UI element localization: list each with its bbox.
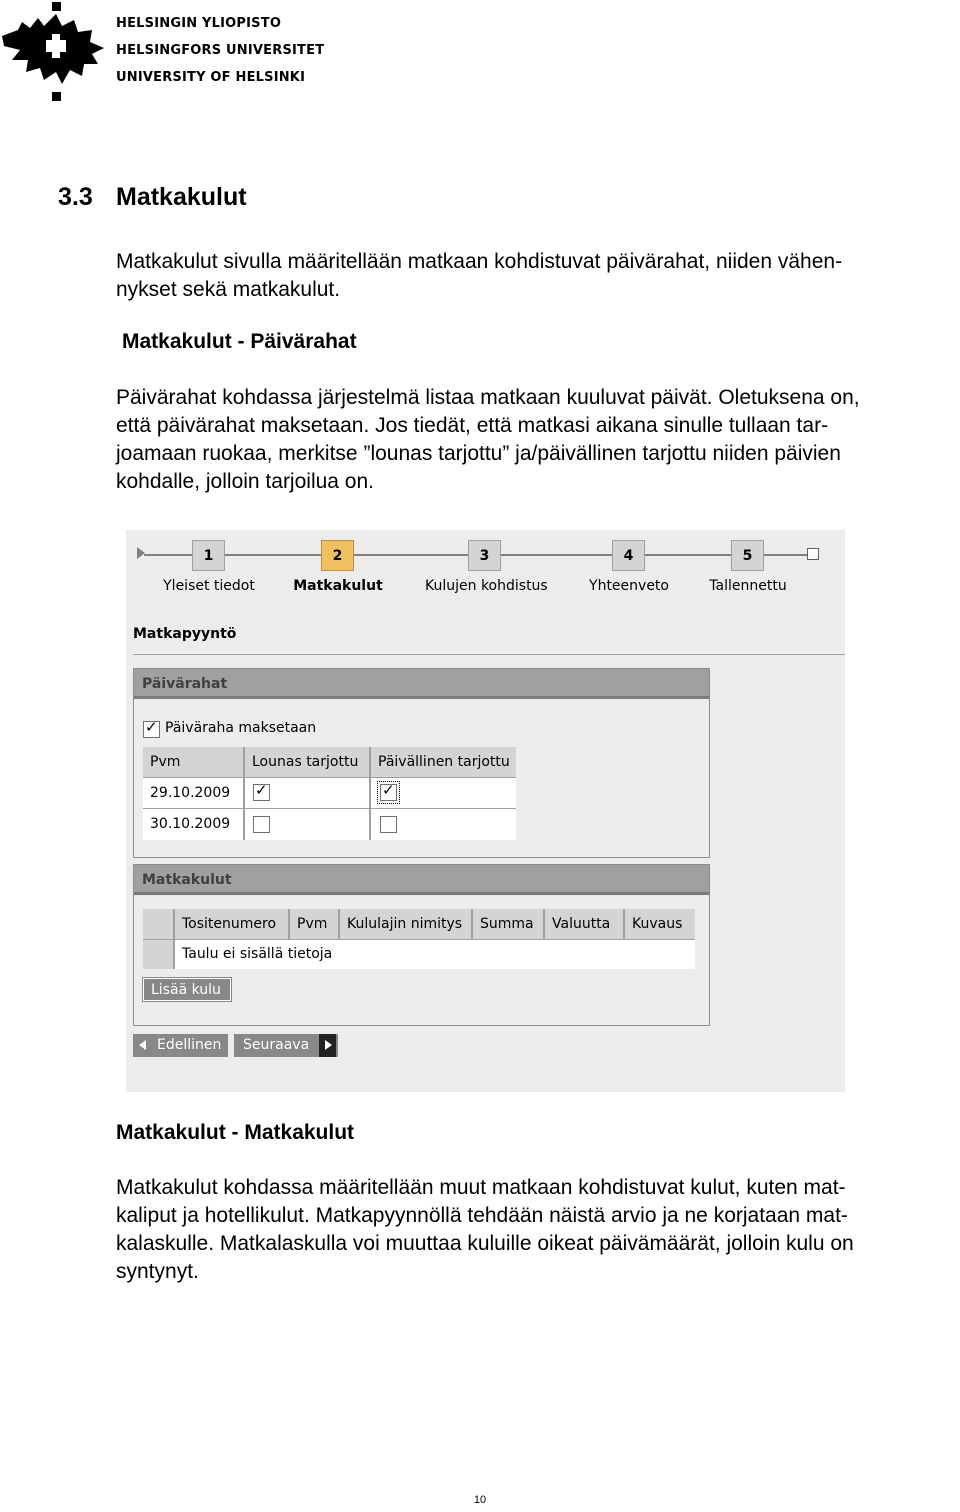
wizard-start-arrow-icon	[137, 547, 145, 559]
wizard-step-3-label: Kulujen kohdistus	[425, 578, 548, 594]
expenses-empty-message: Taulu ei sisällä tietoja	[175, 940, 695, 969]
subsection-expenses-title: Matkakulut - Matkakulut	[116, 1121, 355, 1144]
expenses-table	[143, 909, 695, 969]
column-header-date: Pvm	[143, 747, 243, 777]
next-button-label: Seuraava	[243, 1037, 310, 1053]
wizard-step-5[interactable]: 5	[731, 540, 764, 571]
column-header-amount[interactable]: Summa	[473, 909, 543, 939]
university-name-finnish: HELSINGIN YLIOPISTO	[116, 16, 282, 31]
expenses-select-column	[143, 909, 173, 939]
arrow-left-icon	[139, 1040, 146, 1050]
arrow-right-icon	[325, 1040, 332, 1050]
wizard-step-4-label: Yhteenveto	[589, 578, 669, 594]
app-screenshot	[126, 530, 845, 1092]
row-2-date: 30.10.2009	[143, 809, 243, 840]
wizard-step-1[interactable]: 1	[192, 540, 225, 571]
expenses-paragraph: Matkakulut kohdassa määritellään muut matkaan kohdistuvat kulut, kuten mat- kaliput ja hotellikulut. Matkapyynnöllä tehdään näistä arvio ja ne korjataan mat- kalaskulle. Matkalaskulla voi muuttaa kuluille oikeat päivämäärät, jolloin kulu on syntynyt.	[116, 1176, 854, 1283]
row-2-dinner-cell	[371, 809, 516, 840]
wizard-step-1-label: Yleiset tiedot	[163, 578, 255, 594]
column-header-expense-date[interactable]: Pvm	[290, 909, 338, 939]
previous-button-label: Edellinen	[157, 1037, 222, 1053]
section-number: 3.3	[58, 183, 93, 211]
wizard-step-2[interactable]: 2	[321, 540, 354, 571]
expenses-panel-header: Matkakulut	[134, 865, 709, 895]
row-2-lunch-checkbox[interactable]	[253, 816, 270, 833]
allowances-panel-header: Päivärahat	[134, 669, 709, 699]
form-title: Matkapyyntö	[133, 626, 237, 642]
row-1-dinner-cell	[371, 778, 516, 808]
column-header-description[interactable]: Kuvaus	[625, 909, 695, 939]
column-header-expense-type[interactable]: Kululajin nimitys	[340, 909, 471, 939]
row-1-date: 29.10.2009	[143, 778, 243, 808]
wizard-step-5-label: Tallennettu	[709, 578, 787, 594]
intro-paragraph: Matkakulut sivulla määritellään matkaan kohdistuvat päivärahat, niiden vähen- nykset sekä matkakulut.	[116, 250, 843, 301]
wizard-end-square-icon	[807, 548, 819, 560]
page-number: 10	[473, 1494, 487, 1506]
university-of-helsinki-flame-logo-icon	[0, 0, 110, 105]
allowances-table	[143, 747, 516, 840]
row-1-lunch-checkbox[interactable]	[253, 784, 270, 801]
university-name-swedish: HELSINGFORS UNIVERSITET	[116, 43, 325, 58]
column-header-lunch: Lounas tarjottu	[245, 747, 369, 777]
allowances-paragraph: Päivärahat kohdassa järjestelmä listaa matkaan kuuluvat päivät. Oletuksena on, että päivärahat maksetaan. Jos tiedät, että matkasi aikana sinulle tullaan tar- joamaan ruokaa, merkitse ”lounas tarjottu” ja/päivällinen tarjottu niiden päivien kohdalle, jolloin tarjoilua on.	[116, 386, 860, 493]
row-1-dinner-checkbox[interactable]	[380, 784, 397, 801]
allowances-panel	[133, 668, 710, 858]
add-expense-button[interactable]: Lisää kulu	[143, 978, 231, 1001]
divider	[133, 654, 845, 655]
previous-button[interactable]	[133, 1034, 228, 1057]
next-button[interactable]	[234, 1034, 338, 1057]
row-2-lunch-cell	[245, 809, 369, 840]
wizard-step-2-label: Matkakulut	[293, 578, 383, 594]
expenses-empty-select-cell	[143, 940, 173, 969]
column-header-currency[interactable]: Valuutta	[545, 909, 623, 939]
section-title: Matkakulut	[116, 183, 247, 211]
wizard-step-4[interactable]: 4	[612, 540, 645, 571]
wizard-step-3[interactable]: 3	[468, 540, 501, 571]
column-header-dinner: Päivällinen tarjottu	[371, 747, 516, 777]
row-2-dinner-checkbox[interactable]	[380, 816, 397, 833]
allowance-paid-label: Päiväraha maksetaan	[165, 720, 317, 736]
subsection-allowances-title: Matkakulut - Päivärahat	[122, 330, 357, 353]
column-header-voucher-number[interactable]: Tositenumero	[175, 909, 288, 939]
allowance-paid-checkbox[interactable]	[143, 721, 160, 738]
row-1-lunch-cell	[245, 778, 369, 808]
expenses-panel	[133, 864, 710, 1026]
university-name-english: UNIVERSITY OF HELSINKI	[116, 70, 306, 85]
